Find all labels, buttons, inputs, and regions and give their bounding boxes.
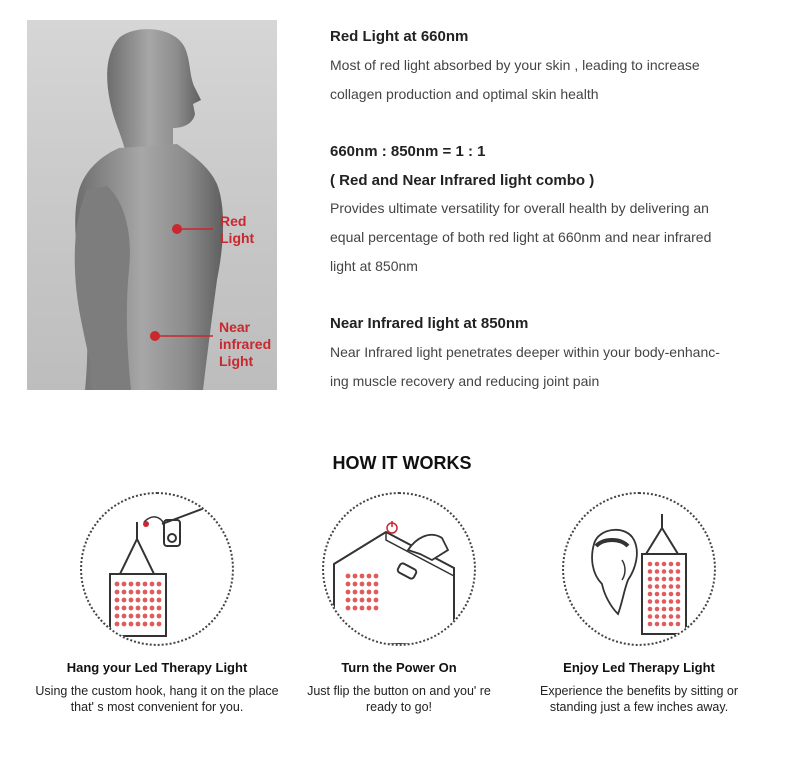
- combo-line-2: equal percentage of both red light at 660nm and near infrared: [330, 229, 712, 245]
- led-dot: [150, 590, 155, 595]
- led-dot: [157, 582, 162, 587]
- step-power-circle: [322, 492, 476, 646]
- step-power: [264, 492, 534, 715]
- led-dot: [669, 614, 674, 619]
- step-hang-desc: Using the custom hook, hang it on the place that' s most convenient for you.: [35, 684, 279, 714]
- led-dot: [662, 569, 667, 574]
- led-dot: [662, 584, 667, 589]
- led-dot: [648, 592, 653, 597]
- led-dot: [353, 574, 358, 579]
- led-dot: [129, 582, 134, 587]
- led-dot: [374, 574, 379, 579]
- led-dot: [115, 622, 120, 627]
- led-dot: [648, 569, 653, 574]
- led-dot: [122, 622, 127, 627]
- led-dot: [655, 569, 660, 574]
- step-hang: [22, 492, 292, 715]
- led-dot: [353, 590, 358, 595]
- led-dot: [662, 599, 667, 604]
- led-dot: [669, 607, 674, 612]
- led-dot: [374, 582, 379, 587]
- led-dot: [374, 598, 379, 603]
- led-dot: [367, 574, 372, 579]
- led-dot: [360, 582, 365, 587]
- how-it-works-title: HOW IT WORKS: [332, 453, 472, 473]
- red-light-heading: Red Light at 660nm: [330, 28, 469, 45]
- led-dot: [143, 606, 148, 611]
- led-dot: [115, 590, 120, 595]
- led-dot: [346, 606, 351, 611]
- led-dot: [669, 592, 674, 597]
- red-light-line-2: collagen production and optimal skin health: [330, 86, 599, 102]
- led-dot: [676, 622, 681, 627]
- step-enjoy-circle: [562, 492, 716, 646]
- led-dot: [360, 590, 365, 595]
- led-dot: [157, 598, 162, 603]
- woman-with-panel-icon: [564, 494, 714, 644]
- nir-line-1: Near Infrared light penetrates deeper within your body-enhanc-: [330, 344, 720, 360]
- led-dot: [150, 582, 155, 587]
- led-dot: [669, 562, 674, 567]
- led-dot: [648, 577, 653, 582]
- led-dot: [662, 577, 667, 582]
- led-dot: [648, 607, 653, 612]
- led-dot: [122, 590, 127, 595]
- led-dot: [353, 582, 358, 587]
- led-dot: [648, 614, 653, 619]
- nir-section: [330, 315, 770, 396]
- combo-line-1: Provides ultimate versatility for overall health by delivering an: [330, 200, 709, 216]
- led-dot: [669, 599, 674, 604]
- led-dot: [115, 598, 120, 603]
- led-dot: [648, 599, 653, 604]
- led-dot: [648, 622, 653, 627]
- nir-light-label: Near infrared Light: [219, 319, 272, 369]
- combo-section: [330, 143, 770, 281]
- nir-line-2: ing muscle recovery and reducing joint pain: [330, 373, 600, 389]
- led-dot: [360, 574, 365, 579]
- led-dot: [648, 562, 653, 567]
- led-dot: [353, 598, 358, 603]
- led-dot: [676, 562, 681, 567]
- led-dot: [115, 582, 120, 587]
- led-dot: [143, 582, 148, 587]
- led-dot: [676, 584, 681, 589]
- step-hang-circle: [80, 492, 234, 646]
- led-dot: [374, 590, 379, 595]
- nir-heading: Near Infrared light at 850nm: [330, 315, 529, 332]
- red-light-section: [330, 28, 770, 109]
- led-dot: [367, 606, 372, 611]
- led-dot: [655, 562, 660, 567]
- led-dot: [676, 599, 681, 604]
- led-dot: [115, 614, 120, 619]
- led-dot: [136, 582, 141, 587]
- led-dot: [655, 622, 660, 627]
- led-dot: [136, 614, 141, 619]
- led-dot: [157, 622, 162, 627]
- hanging-panel-icon: [82, 494, 232, 644]
- led-dot: [669, 577, 674, 582]
- combo-subheading: ( Red and Near Infrared light combo ): [330, 172, 595, 189]
- led-dot: [157, 614, 162, 619]
- led-dot: [662, 592, 667, 597]
- led-dot: [346, 590, 351, 595]
- led-dot: [655, 607, 660, 612]
- led-dot: [655, 577, 660, 582]
- led-dot: [367, 590, 372, 595]
- led-dot: [669, 584, 674, 589]
- led-dot: [676, 569, 681, 574]
- led-dot: [143, 590, 148, 595]
- step-enjoy-title: Enjoy Led Therapy Light: [563, 660, 715, 675]
- led-dot: [136, 598, 141, 603]
- led-dot: [122, 606, 127, 611]
- led-dot: [669, 569, 674, 574]
- led-dot: [150, 614, 155, 619]
- led-dot: [150, 598, 155, 603]
- led-dot: [157, 590, 162, 595]
- led-dot: [143, 622, 148, 627]
- power-button-icon: [324, 494, 474, 644]
- led-dot: [122, 614, 127, 619]
- led-dot: [662, 607, 667, 612]
- led-dot: [143, 598, 148, 603]
- led-dot: [150, 622, 155, 627]
- red-light-label: Red Light: [220, 213, 255, 246]
- led-dot: [655, 599, 660, 604]
- led-dot: [360, 606, 365, 611]
- led-dot: [129, 622, 134, 627]
- led-dot: [676, 614, 681, 619]
- led-dot: [150, 606, 155, 611]
- led-dot: [129, 590, 134, 595]
- led-dot: [662, 562, 667, 567]
- led-dot: [136, 590, 141, 595]
- led-dot: [115, 606, 120, 611]
- led-dot: [676, 607, 681, 612]
- led-dot: [122, 582, 127, 587]
- led-dot: [136, 606, 141, 611]
- led-dot: [367, 582, 372, 587]
- led-dot: [143, 614, 148, 619]
- led-dot: [676, 577, 681, 582]
- led-dot: [346, 598, 351, 603]
- led-dot: [353, 606, 358, 611]
- led-dot: [655, 592, 660, 597]
- led-dot: [367, 598, 372, 603]
- led-dot: [662, 622, 667, 627]
- led-dot: [129, 606, 134, 611]
- led-dot: [346, 582, 351, 587]
- led-dot: [662, 614, 667, 619]
- led-dot: [669, 622, 674, 627]
- step-power-title: Turn the Power On: [341, 660, 457, 675]
- led-dot: [655, 614, 660, 619]
- step-enjoy: [504, 492, 774, 715]
- red-light-line-1: Most of red light absorbed by your skin , leading to increase: [330, 57, 700, 73]
- step-hang-title: Hang your Led Therapy Light: [66, 660, 248, 675]
- led-dot: [129, 598, 134, 603]
- led-dot: [655, 584, 660, 589]
- led-dot: [122, 598, 127, 603]
- led-dot: [648, 584, 653, 589]
- step-power-desc: Just flip the button on and you' re ready to go!: [307, 684, 491, 714]
- combo-line-3: light at 850nm: [330, 258, 418, 274]
- led-dot: [136, 622, 141, 627]
- led-dot: [676, 592, 681, 597]
- led-dot: [374, 606, 379, 611]
- led-dot: [346, 574, 351, 579]
- step-enjoy-desc: Experience the benefits by sitting or standing just a few inches away.: [539, 684, 739, 714]
- led-dot: [360, 598, 365, 603]
- led-dot: [157, 606, 162, 611]
- combo-heading: 660nm : 850nm = 1 : 1: [330, 143, 486, 160]
- led-dot: [129, 614, 134, 619]
